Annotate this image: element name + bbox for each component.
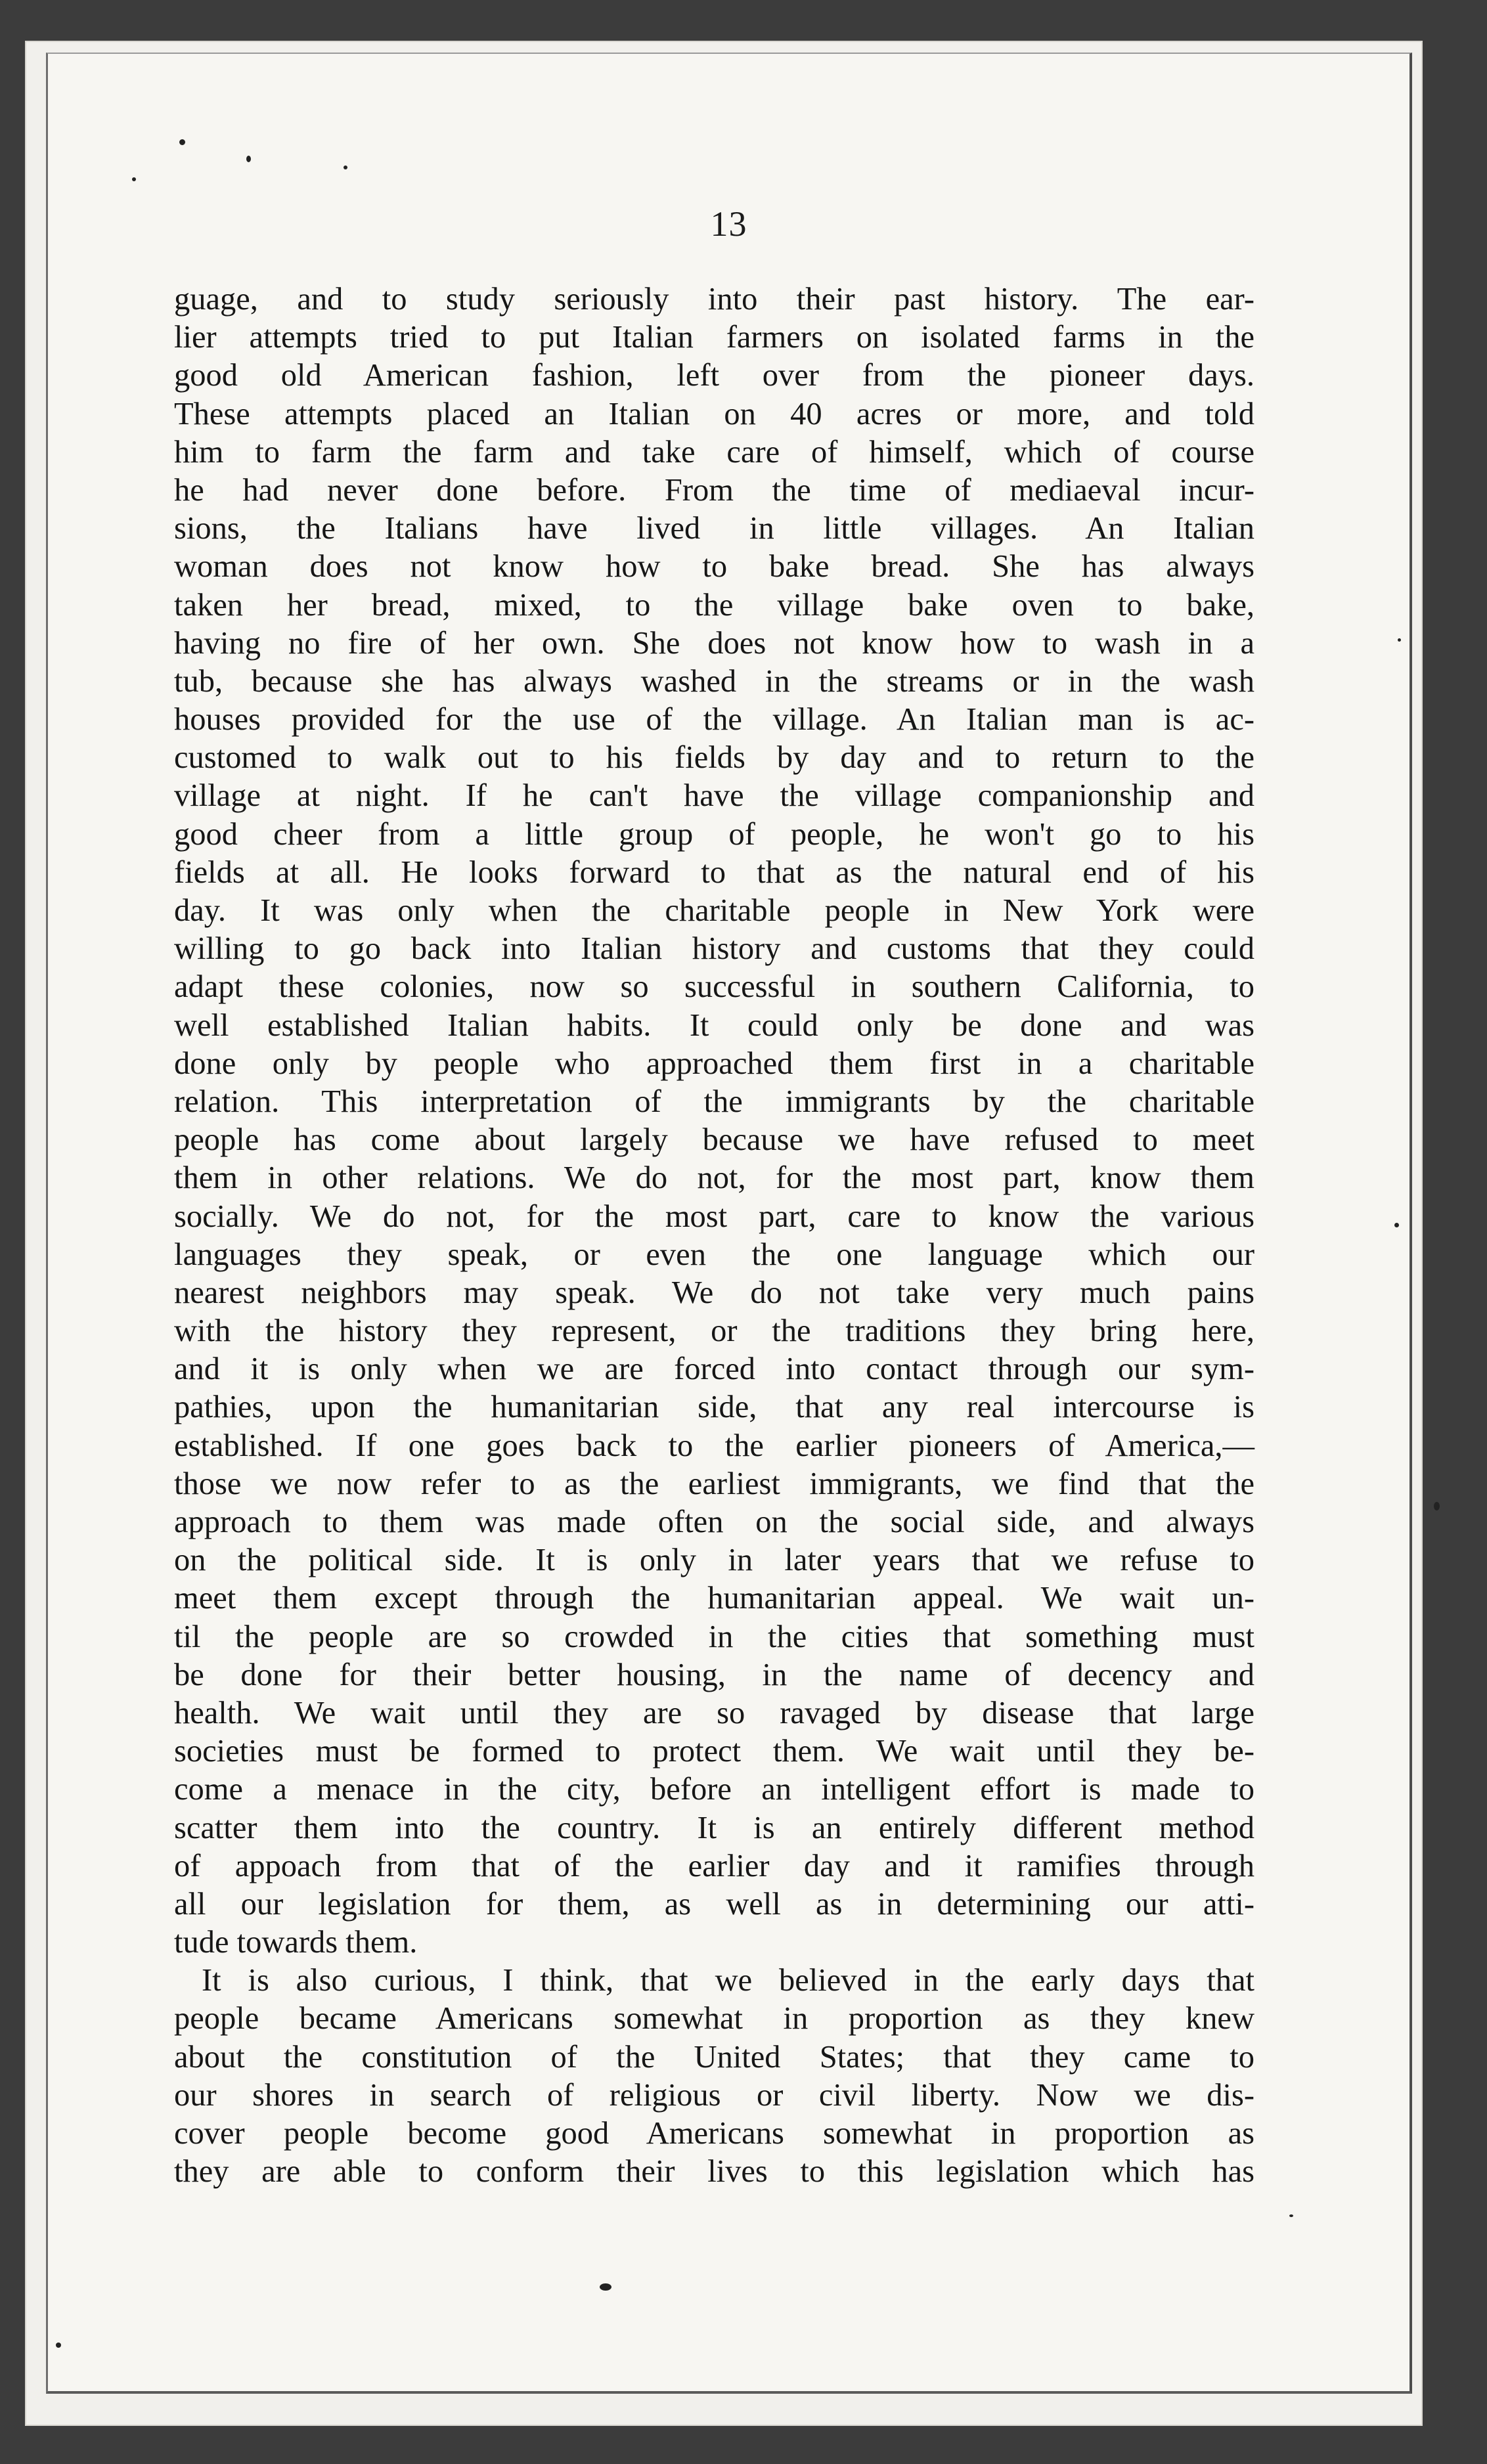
- text-line: come a menace in the city, before an intelligent effort is made to: [174, 1772, 1254, 1807]
- text-line: well established Italian habits. It could only be done and was: [174, 1007, 1254, 1043]
- text-line: languages they speak, or even the one language which our: [174, 1237, 1254, 1272]
- text-line: customed to walk out to his fields by day and to return to the: [174, 740, 1254, 776]
- ink-speck: [1394, 1223, 1399, 1227]
- text-line: woman does not know how to bake bread. She has always: [174, 549, 1254, 584]
- text-line: These attempts placed an Italian on 40 acres or more, and told: [174, 396, 1254, 431]
- text-line: all our legislation for them, as well as in determining our atti-: [174, 1886, 1254, 1922]
- ink-speck: [132, 177, 136, 181]
- text-line: approach to them was made often on the social side, and always: [174, 1505, 1254, 1539]
- ink-speck: [600, 2283, 611, 2291]
- ink-speck: [246, 156, 251, 162]
- text-line: nearest neighbors may speak. We do not take very much pains: [174, 1275, 1254, 1310]
- ink-speck: [179, 139, 185, 145]
- text-line: tub, because she has always washed in the streams or in the wash: [174, 663, 1254, 699]
- text-line: and it is only when we are forced into contact through our sym-: [174, 1352, 1254, 1387]
- body-text: [174, 280, 1254, 2191]
- text-line: fields at all. He looks forward to that as the natural end of his: [174, 854, 1254, 890]
- text-line: socially. We do not, for the most part, care to know the various: [174, 1199, 1254, 1234]
- text-line: societies must be formed to protect them. We wait until they be-: [174, 1734, 1254, 1769]
- text-line: It is also curious, I think, that we believed in the early days that: [202, 1963, 1254, 1998]
- text-line: village at night. If he can't have the village companionship and: [174, 778, 1254, 814]
- text-line: be done for their better housing, in the name of decency and: [174, 1657, 1254, 1692]
- text-line: they are able to conform their lives to this legislation which has: [174, 2154, 1254, 2189]
- text-line: him to farm the farm and take care of himself, which of course: [174, 434, 1254, 470]
- text-line: good old American fashion, left over from the pioneer days.: [174, 358, 1254, 393]
- ink-speck: [344, 165, 347, 169]
- text-line: on the political side. It is only in later years that we refuse to: [174, 1543, 1254, 1578]
- text-line: meet them except through the humanitarian appeal. We wait un-: [174, 1581, 1254, 1616]
- ink-speck: [1289, 2214, 1293, 2217]
- document-page: [46, 53, 1412, 2394]
- text-line: people has come about largely because we have refused to meet: [174, 1122, 1254, 1158]
- text-line: good cheer from a little group of people, he won't go to his: [174, 816, 1254, 852]
- text-line: having no fire of her own. She does not know how to wash in a: [174, 625, 1254, 661]
- text-line: of appoach from that of the earlier day and it ramifies through: [174, 1848, 1254, 1883]
- text-line: about the constitution of the United States; that they came to: [174, 2039, 1254, 2075]
- text-line: guage, and to study seriously into their past history. The ear-: [174, 282, 1254, 317]
- text-line: sions, the Italians have lived in little villages. An Italian: [174, 511, 1254, 546]
- text-line: relation. This interpretation of the immigrants by the charitable: [174, 1084, 1254, 1119]
- text-line: those we now refer to as the earliest immigrants, we find that the: [174, 1466, 1254, 1501]
- text-line: established. If one goes back to the earlier pioneers of America,—: [174, 1428, 1254, 1463]
- text-line: day. It was only when the charitable people in New York were: [174, 893, 1254, 928]
- text-line: them in other relations. We do not, for the most part, know them: [174, 1160, 1254, 1196]
- text-line: people became Americans somewhat in proportion as they knew: [174, 2001, 1254, 2036]
- text-line: he had never done before. From the time of mediaeval incur-: [174, 472, 1254, 508]
- ink-speck: [56, 2343, 61, 2348]
- text-line: taken her bread, mixed, to the village bake oven to bake,: [174, 587, 1254, 623]
- text-line: houses provided for the use of the village. An Italian man is ac-: [174, 702, 1254, 737]
- page-number: 13: [710, 204, 747, 244]
- text-line: tude towards them.: [174, 1925, 418, 1960]
- text-line: health. We wait until they are so ravaged by disease that large: [174, 1695, 1254, 1730]
- ink-speck: [1434, 1502, 1440, 1510]
- text-line: cover people become good Americans somewhat in proportion as: [174, 2116, 1254, 2151]
- text-line: adapt these colonies, now so successful in southern California, to: [174, 969, 1254, 1005]
- ink-speck: [1398, 638, 1401, 642]
- text-line: willing to go back into Italian history and customs that they could: [174, 931, 1254, 967]
- text-line: our shores in search of religious or civil liberty. Now we dis-: [174, 2077, 1254, 2113]
- text-line: with the history they represent, or the traditions they bring here,: [174, 1313, 1254, 1349]
- text-line: scatter them into the country. It is an entirely different method: [174, 1810, 1254, 1845]
- text-line: done only by people who approached them first in a charitable: [174, 1045, 1254, 1081]
- text-line: til the people are so crowded in the cities that something must: [174, 1619, 1254, 1654]
- text-line: lier attempts tried to put Italian farmers on isolated farms in the: [174, 320, 1254, 355]
- text-line: pathies, upon the humanitarian side, that any real intercourse is: [174, 1390, 1254, 1425]
